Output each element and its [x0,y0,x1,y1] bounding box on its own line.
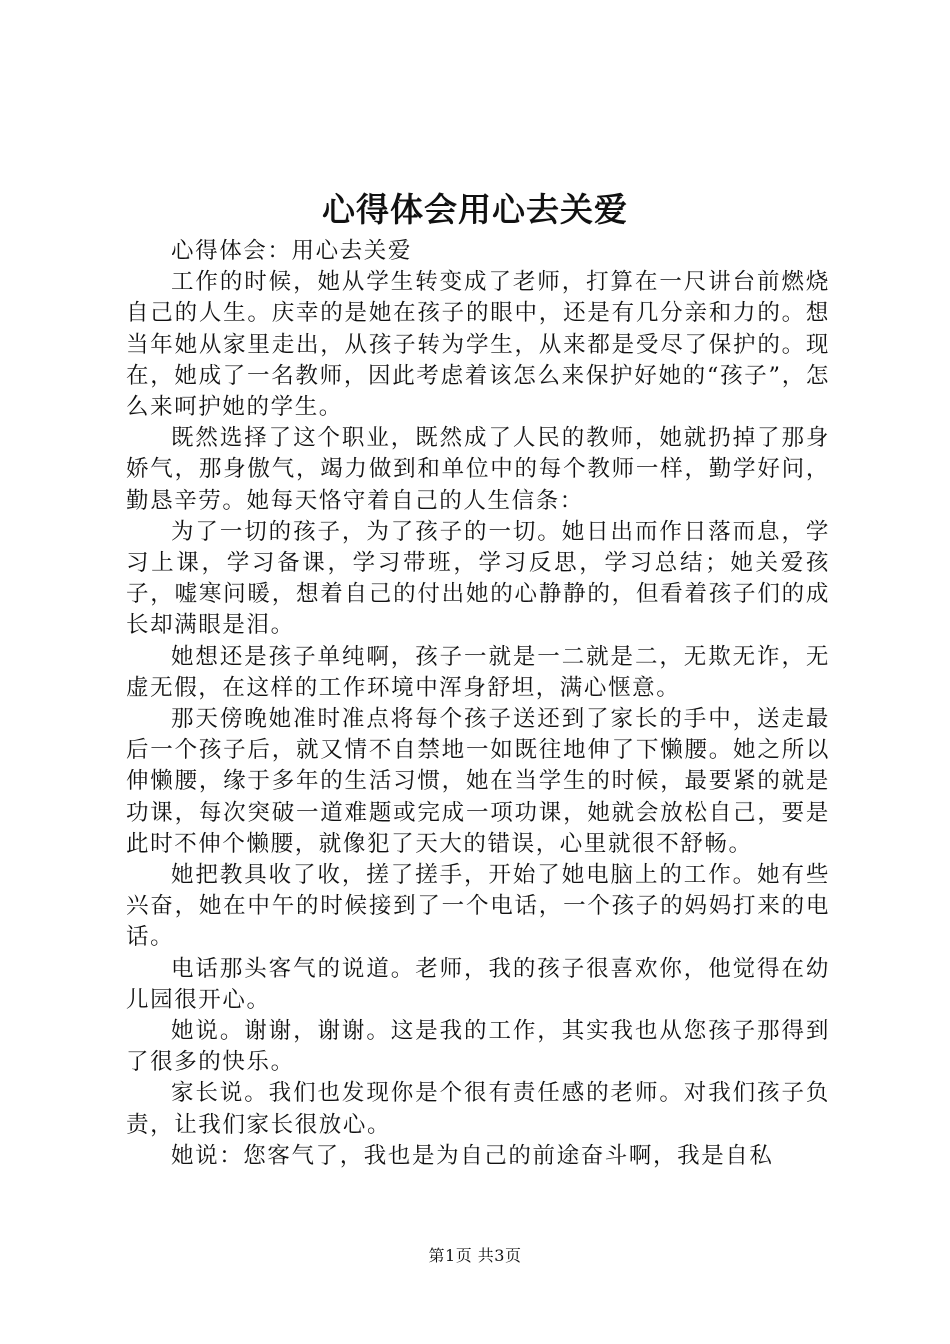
paragraph: 她想还是孩子单纯啊，孩子一就是一二就是二，无欺无诈，无虚无假，在这样的工作环境中浑身舒坦，满心惬意。 [126,643,830,701]
paragraph: 为了一切的孩子，为了孩子的一切。她日出而作日落而息，学习上课，学习备课，学习带班，学习反思，学习总结；她关爱孩子，嘘寒问暖，想着自己的付出她的心静静的，但看着孩子们的成长却满眼是泪。 [126,518,830,639]
page-number-footer: 第1页 共3页 [428,1246,522,1265]
paragraph-subtitle: 心得体会：用心去关爱 [171,238,413,264]
document-title: 心得体会用心去关爱 [322,190,628,229]
paragraph: 既然选择了这个职业，既然成了人民的教师，她就扔掉了那身娇气，那身傲气，竭力做到和单位中的每个教师一样，勤学好问，勤恳辛劳。她每天恪守着自己的人生信条： [126,425,830,514]
paragraph: 她说：您客气了，我也是为自己的前途奋斗啊，我是自私 [171,1142,774,1169]
paragraph: 那天傍晚她准时准点将每个孩子送还到了家长的手中，送走最后一个孩子后，就又情不自禁地一如既往地伸了下懒腰。她之所以伸懒腰，缘于多年的生活习惯，她在当学生的时候，最要紧的就是功课，每次突破一道难题或完成一项功课，她就会放松自己，要是此时不伸个懒腰，就像犯了天大的错误，心里就很不舒畅。 [126,706,830,857]
paragraph: 她说。谢谢，谢谢。这是我的工作，其实我也从您孩子那得到了很多的快乐。 [126,1018,830,1076]
paragraph: 工作的时候，她从学生转变成了老师，打算在一尺讲台前燃烧自己的人生。庆幸的是她在孩子的眼中，还是有几分亲和力的。想当年她从家里走出，从孩子转为学生，从来都是受尽了保护的。现在，她成了一名教师，因此考虑着该怎么来保护好她的“孩子”，怎么来呵护她的学生。 [126,269,830,421]
document-body [126,236,830,1172]
paragraph: 她把教具收了收，搓了搓手，开始了她电脑上的工作。她有些兴奋，她在中午的时候接到了一个电话，一个孩子的妈妈打来的电话。 [126,862,830,951]
paragraph: 家长说。我们也发现你是个很有责任感的老师。对我们孩子负责，让我们家长很放心。 [126,1080,830,1138]
paragraph: 电话那头客气的说道。老师，我的孩子很喜欢你，他觉得在幼儿园很开心。 [126,955,830,1013]
